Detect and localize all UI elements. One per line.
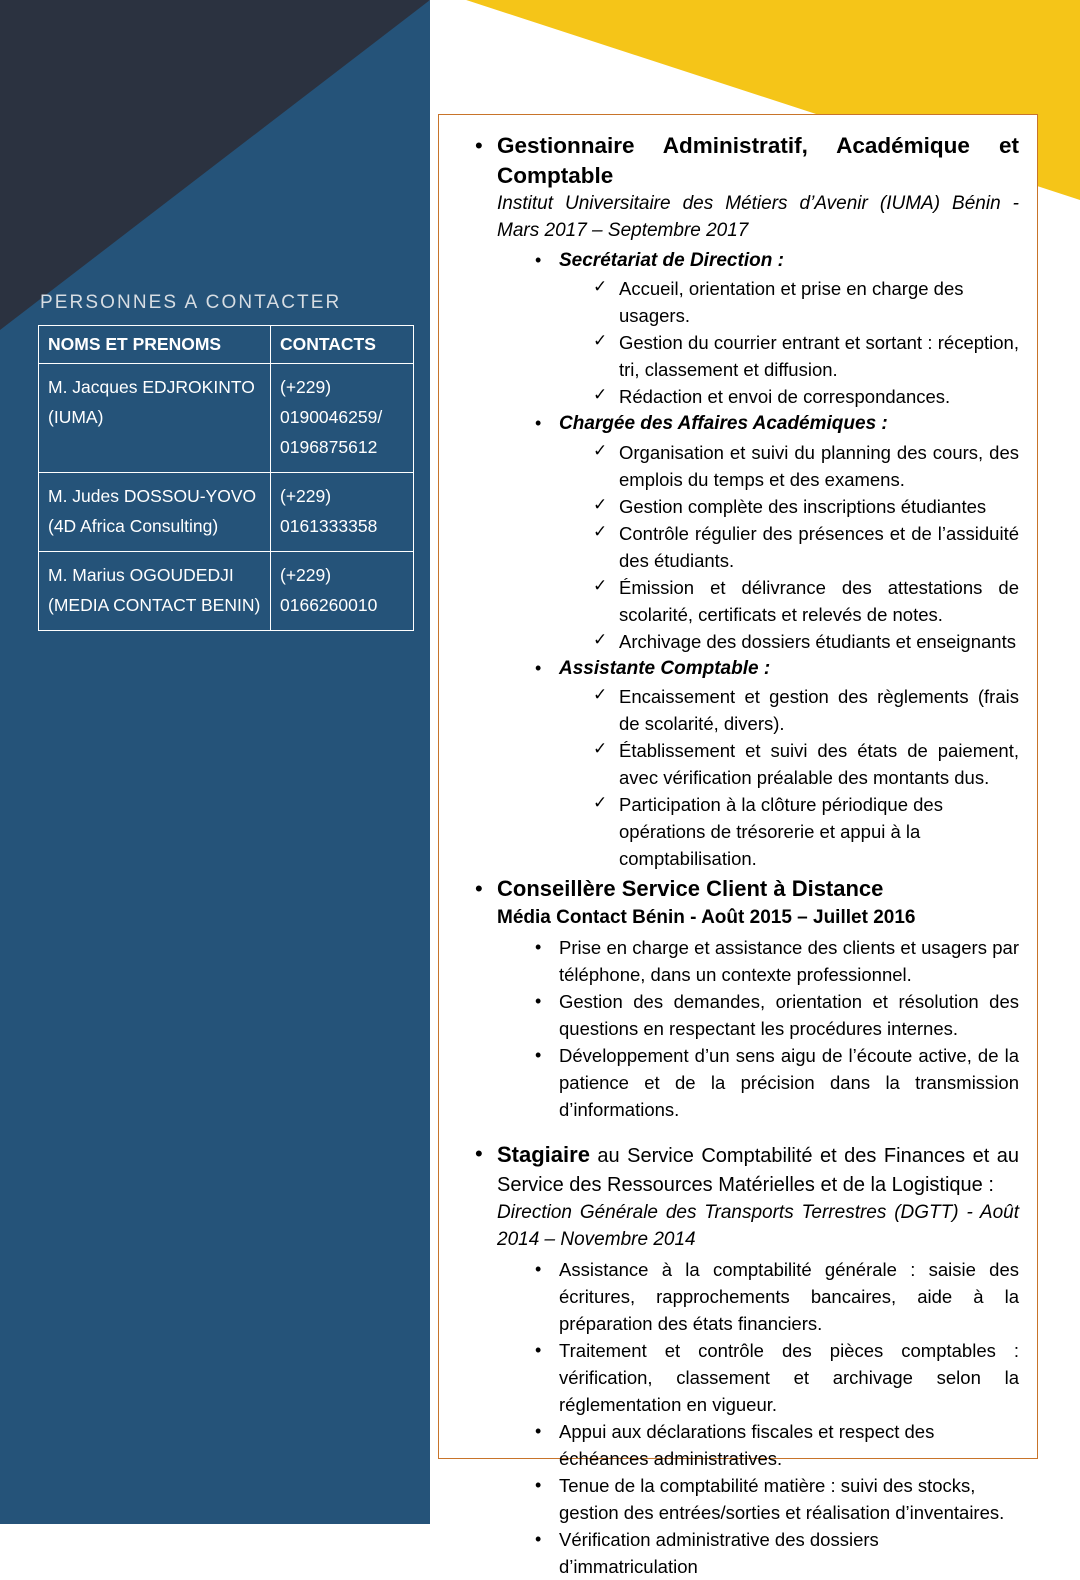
- task-text: Gestion des demandes, orientation et résolution des questions en respectant les procédures internes.: [559, 990, 1019, 1039]
- task-text: Émission et délivrance des attestations de scolarité, certificats et relevés de notes.: [619, 576, 1019, 625]
- section-task-list: [581, 683, 1019, 872]
- task-text: Prise en charge et assistance des clients et usagers par téléphone, dans un contexte professionnel.: [559, 936, 1019, 985]
- task-text: Vérification administrative des dossiers d’immatriculation: [559, 1528, 879, 1577]
- task-item: [519, 1042, 1019, 1123]
- contact-name: M. Judes DOSSOU-YOVO (4D Africa Consulting): [39, 473, 271, 552]
- check-icon: ✓: [593, 629, 608, 649]
- contact-name: M. Jacques EDJROKINTO (IUMA): [39, 363, 271, 472]
- task-text: Organisation et suivi du planning des cours, des emplois du temps et des examens.: [619, 441, 1019, 490]
- job-title: Conseillère Service Client à Distance: [497, 876, 884, 902]
- task-text: Gestion complète des inscriptions étudiantes: [619, 495, 987, 517]
- table-row: [39, 363, 414, 472]
- experience-item-iuma: [457, 131, 1019, 872]
- spacer: [457, 1125, 1019, 1139]
- job-title: Gestionnaire Administratif, Académique et Comptable: [497, 133, 1019, 188]
- job-task-list: [519, 1256, 1019, 1580]
- task-item: [581, 737, 1019, 791]
- experience-list: [457, 131, 1019, 1580]
- job-sections: [519, 247, 1019, 873]
- bullet-icon: •: [535, 657, 542, 678]
- bullet-icon: •: [535, 936, 542, 957]
- task-item: [581, 493, 1019, 520]
- task-item: [519, 1472, 1019, 1526]
- task-text: Rédaction et envoi de correspondances.: [619, 386, 951, 408]
- task-item: [519, 934, 1019, 988]
- bullet-icon: •: [475, 1140, 483, 1166]
- job-organization: Direction Générale des Transports Terrestres (DGTT) - Août 2014 – Novembre 2014: [497, 1201, 1019, 1250]
- job-organization: Média Contact Bénin - Août 2015 – Juillet 2016: [497, 906, 916, 928]
- job-task-list: [519, 934, 1019, 1123]
- check-icon: ✓: [593, 575, 608, 595]
- section-task-list: [581, 439, 1019, 655]
- task-item: [519, 1418, 1019, 1472]
- check-icon: ✓: [593, 385, 608, 405]
- section-heading: Chargée des Affaires Académiques :: [559, 413, 888, 435]
- bullet-icon: •: [535, 249, 542, 270]
- bullet-icon: •: [535, 1528, 542, 1549]
- check-icon: ✓: [593, 521, 608, 541]
- task-text: Participation à la clôture périodique des opérations de trésorerie et appui à la comptabilisation.: [619, 794, 943, 870]
- column-header-names: NOMS ET PRENOMS: [39, 326, 271, 364]
- task-text: Traitement et contrôle des pièces comptables : vérification, classement et archivage selon la réglementation en vigueur.: [559, 1339, 1019, 1415]
- job-section-assistante-comptable: [519, 655, 1019, 873]
- contacts-section-title: PERSONNES A CONTACTER: [40, 292, 342, 313]
- task-item: [519, 988, 1019, 1042]
- bullet-icon: •: [535, 413, 542, 434]
- table-row: [39, 552, 414, 631]
- contact-number: (+229) 0161333358: [271, 473, 414, 552]
- task-text: Archivage des dossiers étudiants et enseignants: [619, 630, 1016, 652]
- experience-item-stagiaire-dgtt: [457, 1139, 1019, 1580]
- task-item: [519, 1337, 1019, 1418]
- job-title: [497, 1139, 1019, 1200]
- task-text: Assistance à la comptabilité générale : saisie des écritures, rapprochements bancaires, aide à la préparation des états financiers.: [559, 1258, 1019, 1334]
- bullet-icon: •: [475, 133, 483, 158]
- task-text: Appui aux déclarations fiscales et respect des échéances administratives.: [559, 1420, 935, 1469]
- task-item: [519, 1256, 1019, 1337]
- check-icon: ✓: [593, 685, 608, 705]
- bullet-icon: •: [535, 1258, 542, 1279]
- check-icon: ✓: [593, 440, 608, 460]
- bullet-icon: •: [535, 1044, 542, 1065]
- bullet-icon: •: [475, 876, 483, 902]
- column-header-contacts: CONTACTS: [271, 326, 414, 364]
- task-item: [581, 439, 1019, 493]
- task-item: [581, 520, 1019, 574]
- task-item: [519, 1526, 1019, 1580]
- table-header-row: [39, 326, 414, 364]
- bullet-icon: •: [535, 1474, 542, 1495]
- job-organization: Institut Universitaire des Métiers d’Avenir (IUMA) Bénin - Mars 2017 – Septembre 2017: [497, 192, 1019, 241]
- check-icon: ✓: [593, 331, 608, 351]
- contact-number: (+229) 0190046259/ 0196875612: [271, 363, 414, 472]
- bullet-icon: •: [535, 990, 542, 1011]
- task-text: Accueil, orientation et prise en charge des usagers.: [619, 278, 964, 327]
- task-item: [581, 628, 1019, 655]
- check-icon: ✓: [593, 277, 608, 297]
- task-item: [581, 683, 1019, 737]
- table-row: [39, 473, 414, 552]
- job-section-affaires-academiques: [519, 410, 1019, 655]
- task-item: [581, 791, 1019, 872]
- task-text: Établissement et suivi des états de paiement, avec vérification préalable des montants dus.: [619, 740, 1019, 789]
- task-item: [581, 383, 1019, 410]
- check-icon: ✓: [593, 793, 608, 813]
- task-text: Gestion du courrier entrant et sortant : réception, tri, classement et diffusion.: [619, 332, 1019, 381]
- section-heading: Secrétariat de Direction :: [559, 249, 784, 271]
- job-section-secretariat: [519, 247, 1019, 411]
- task-item: [581, 574, 1019, 628]
- task-item: [581, 329, 1019, 383]
- contact-number: (+229) 0166260010: [271, 552, 414, 631]
- contacts-table: [38, 325, 414, 631]
- task-text: Encaissement et gestion des règlements (frais de scolarité, divers).: [619, 686, 1019, 735]
- task-text: Tenue de la comptabilité matière : suivi des stocks, gestion des entrées/sorties et réalisation d’inventaires.: [559, 1474, 1005, 1523]
- job-title-rest: au Service Comptabilité et des Finances et au Service des Ressources Matérielles et de la Logistique :: [497, 1144, 1019, 1196]
- task-item: [581, 275, 1019, 329]
- experience-panel: [438, 114, 1038, 1577]
- check-icon: ✓: [593, 739, 608, 759]
- sidebar: [0, 0, 430, 1524]
- job-title-lead: Stagiaire: [497, 1141, 590, 1167]
- section-task-list: [581, 275, 1019, 410]
- contact-name: M. Marius OGOUDEDJI (MEDIA CONTACT BENIN): [39, 552, 271, 631]
- bullet-icon: •: [535, 1420, 542, 1441]
- task-text: Contrôle régulier des présences et de l’assiduité des étudiants.: [619, 522, 1019, 571]
- section-heading: Assistante Comptable :: [559, 657, 771, 679]
- task-text: Développement d’un sens aigu de l’écoute active, de la patience et de la précision dans la transmission d’informations.: [559, 1044, 1019, 1120]
- experience-item-media-contact: [457, 874, 1019, 1122]
- check-icon: ✓: [593, 494, 608, 514]
- bullet-icon: •: [535, 1339, 542, 1360]
